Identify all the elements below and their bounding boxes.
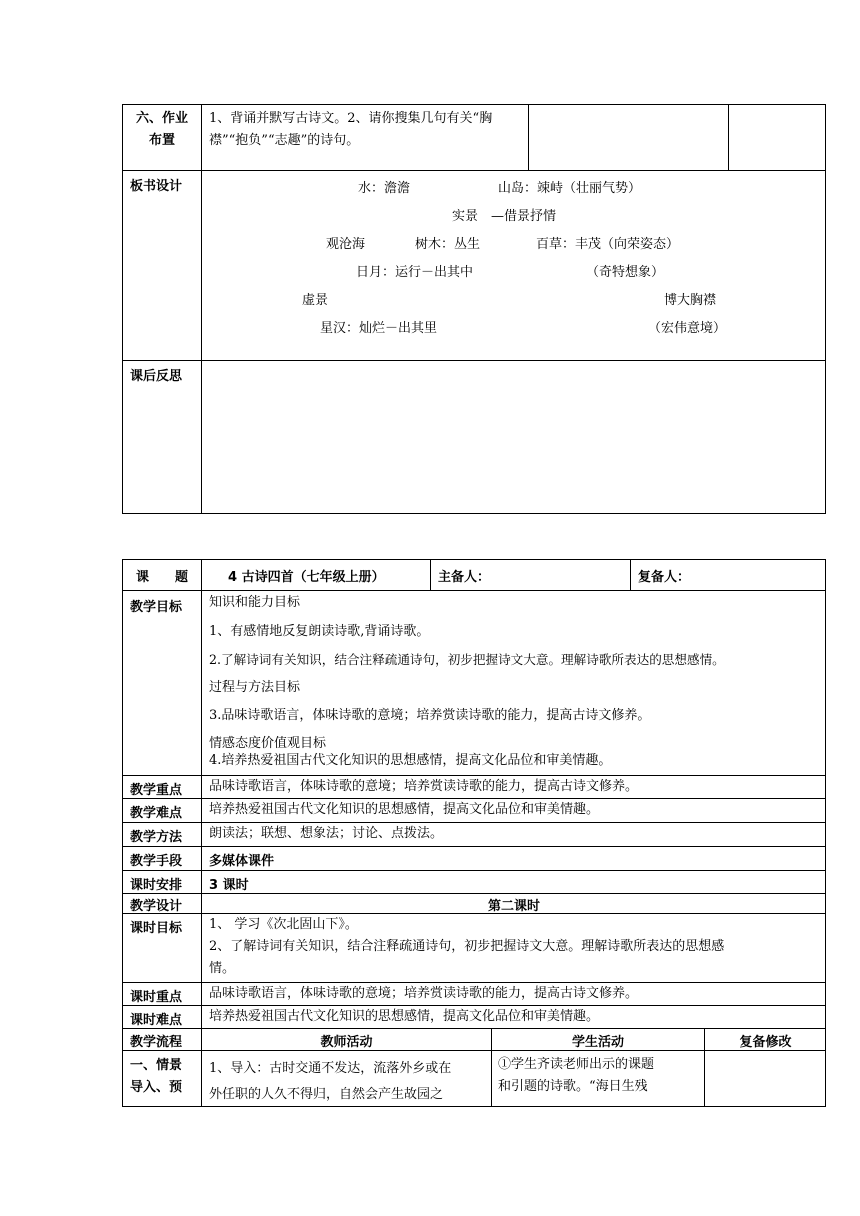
row-divider: [122, 982, 826, 983]
topic-value: 4 古诗四首（七年级上册）: [228, 570, 385, 585]
board-real-scene: 实景 —借景抒情: [452, 209, 557, 224]
goal-line: 4.培养热爱祖国古代文化知识的思想感情，提高文化品位和审美情趣。: [209, 753, 612, 768]
means-value: 多媒体课件: [209, 854, 275, 869]
flow-label: 教学流程: [130, 1035, 183, 1050]
design-label: 教学设计: [130, 899, 183, 914]
col-divider: [528, 104, 529, 170]
means-label: 教学手段: [130, 854, 183, 869]
goal-line: 过程与方法目标: [209, 680, 301, 695]
revise-label: 复备修改: [739, 1035, 792, 1050]
col-divider: [630, 559, 631, 590]
difficulty-value: 培养热爱祖国古代文化知识的思想感情，提高文化品位和审美情趣。: [209, 802, 600, 817]
design-value: 第二课时: [487, 899, 540, 914]
schedule-label: 课时安排: [130, 878, 183, 893]
topic-label: 课 题: [135, 570, 188, 585]
board-imagination: （奇特想象）: [586, 265, 665, 280]
lesson-key-label: 课时重点: [130, 990, 183, 1005]
board-sun-moon: 日月：运行－出其中: [356, 265, 474, 280]
student-text-2: 和引题的诗歌。“海日生残: [498, 1079, 648, 1094]
col-divider: [430, 559, 431, 590]
teacher-label: 教师活动: [320, 1035, 373, 1050]
row-divider: [122, 822, 826, 823]
board-grand: （宏伟意境）: [648, 321, 727, 336]
key-value: 品味诗歌语言，体味诗歌的意境；培养赏读诗歌的能力，提高古诗文修养。: [209, 779, 639, 794]
goal-line: 2.了解诗词有关知识，结合注释疏通诗句，初步把握诗文大意。理解诗歌所表达的思想感情。: [209, 652, 725, 667]
board-stars: 星汉：灿烂－出其里: [320, 321, 438, 336]
col-divider: [201, 559, 202, 1107]
lesson-diff-value: 培养热爱祖国古代文化知识的思想感情，提高文化品位和审美情趣。: [209, 1009, 600, 1024]
board-broad-mind: 博大胸襟: [664, 293, 717, 308]
goal-line: 情感态度价值观目标: [209, 736, 327, 751]
method-label: 教学方法: [130, 830, 183, 845]
board-virtual: 虚景: [302, 293, 329, 308]
row-divider: [122, 1050, 826, 1051]
goal-line: 知识和能力目标: [209, 595, 301, 610]
key-label: 教学重点: [130, 783, 183, 798]
main-preparer: 主备人：: [438, 570, 491, 585]
lesson-goal-label: 课时目标: [130, 921, 183, 936]
homework-text-1: 1、背诵并默写古诗文。2、请你搜集几句有关“胸: [209, 111, 493, 126]
col-divider: [201, 104, 202, 514]
row-divider: [122, 1028, 826, 1029]
row-divider: [122, 1005, 826, 1006]
teacher-text-1: 1、导入：古时交通不发达，流落外乡或在: [209, 1061, 452, 1076]
row-divider: [122, 798, 826, 799]
goals-label: 教学目标: [130, 600, 183, 615]
row-divider: [122, 360, 826, 361]
lesson-goal-2: 2、了解诗词有关知识，结合注释疏通诗句，初步把握诗文大意。理解诗歌所表达的思想感: [209, 939, 725, 954]
step1-label-2: 导入、预: [130, 1080, 183, 1095]
board-island: 山岛：竦峙（壮丽气势）: [498, 181, 642, 196]
teacher-text-2: 外任职的人久不得归，自然会产生故园之: [209, 1087, 444, 1102]
homework-text-2: 襟”“抱负”“志趣”的诗句。: [209, 133, 360, 148]
reflection-label: 课后反思: [130, 369, 183, 384]
lesson-goal-1: 1、 学习《次北固山下》。: [209, 917, 358, 932]
homework-label: 六、作业 布置: [135, 111, 188, 148]
student-label: 学生活动: [571, 1035, 624, 1050]
lesson-key-value: 品味诗歌语言，体味诗歌的意境；培养赏读诗歌的能力，提高古诗文修养。: [209, 986, 639, 1001]
board-trees: 树木：丛生: [415, 237, 481, 252]
step1-label-1: 一、情景: [130, 1058, 183, 1073]
lesson-diff-label: 课时难点: [130, 1013, 183, 1028]
table1-border: [122, 104, 826, 514]
student-text-1: ①学生齐读老师出示的课题: [498, 1057, 655, 1072]
row-divider: [122, 170, 826, 171]
row-divider: [122, 893, 826, 894]
row-divider: [122, 846, 826, 847]
board-water: 水：澹澹: [358, 181, 411, 196]
schedule-value: 3 课时: [209, 878, 249, 893]
difficulty-label: 教学难点: [130, 806, 183, 821]
lesson-goal-3: 情。: [209, 961, 236, 976]
row-divider: [122, 870, 826, 871]
board-label: 板书设计: [130, 179, 183, 194]
co-preparer: 复备人：: [638, 570, 691, 585]
method-value: 朗读法；联想、想象法；讨论、点拨法。: [209, 826, 444, 841]
goal-line: 1、有感情地反复朗读诗歌,背诵诗歌。: [209, 624, 430, 639]
board-grass: 百草：丰茂（向荣姿态）: [536, 237, 680, 252]
board-title: 观沧海: [326, 237, 366, 252]
row-divider: [122, 590, 826, 591]
goal-line: 3.品味诗歌语言，体味诗歌的意境；培养赏读诗歌的能力，提高古诗文修养。: [209, 708, 651, 723]
row-divider: [122, 775, 826, 776]
col-divider: [728, 104, 729, 170]
